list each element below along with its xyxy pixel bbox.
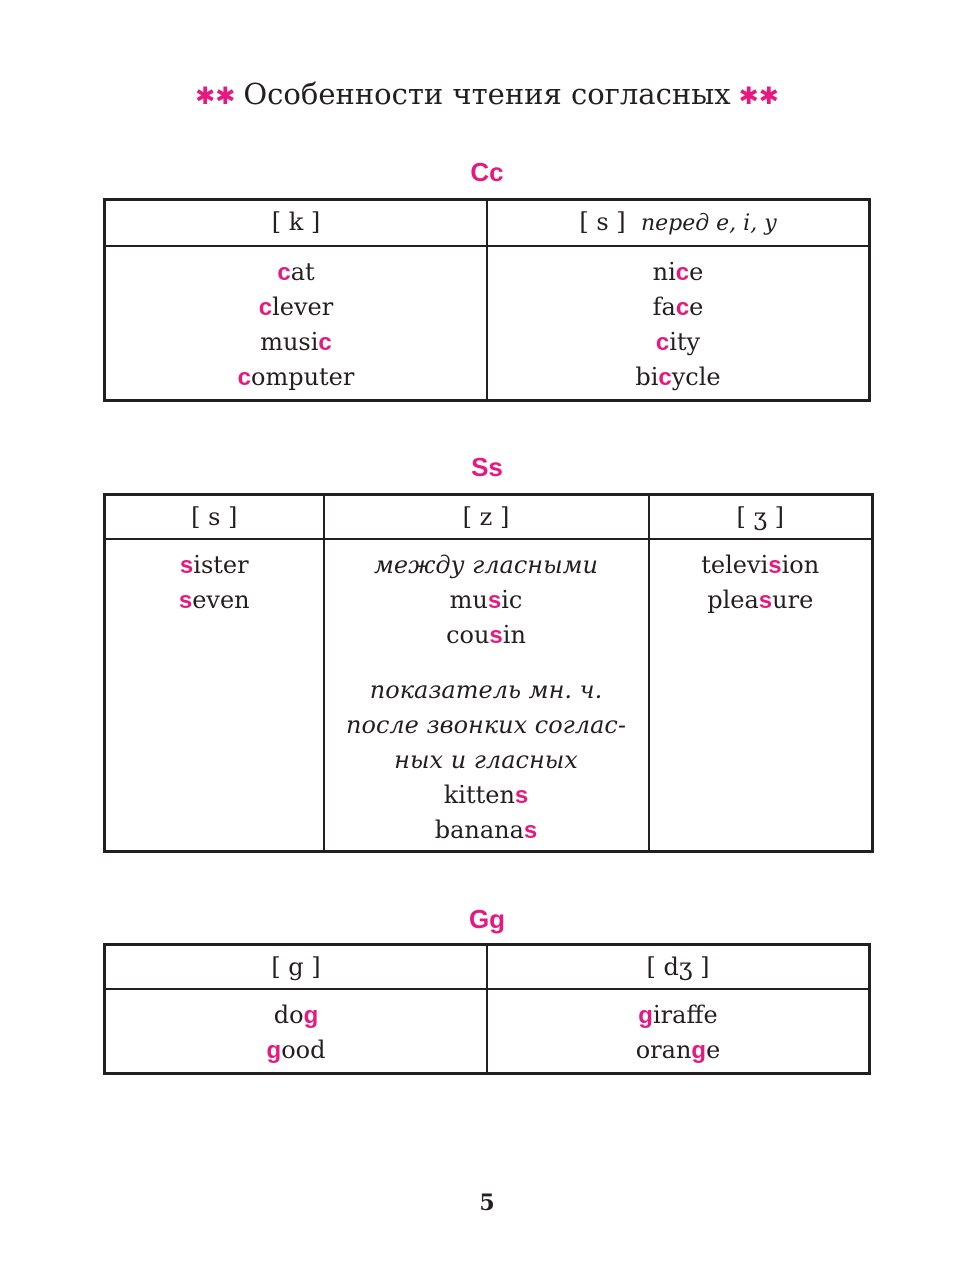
word-example: bananas bbox=[434, 816, 538, 844]
header-s: [ s ] bbox=[105, 495, 324, 540]
note-line: ных и гласных bbox=[394, 746, 578, 774]
word-example: sister bbox=[179, 551, 249, 579]
word-example: giraffe bbox=[638, 1001, 718, 1029]
table-row bbox=[105, 246, 870, 401]
page-title-text: Особенности чтения согласных bbox=[243, 77, 731, 111]
header-s-condition: перед e, i, y bbox=[640, 211, 777, 236]
ss-z-cell bbox=[324, 539, 649, 852]
word-example: pleasure bbox=[707, 586, 814, 614]
ss-z-words-2 bbox=[325, 778, 648, 848]
ss-z-note-plural bbox=[325, 673, 648, 778]
highlighted-letter: c bbox=[658, 364, 672, 391]
table-row bbox=[105, 539, 873, 852]
page-title bbox=[0, 72, 974, 118]
note-line: после звонких соглас- bbox=[346, 711, 626, 739]
highlighted-letter: c bbox=[237, 364, 251, 391]
highlighted-letter: s bbox=[487, 587, 502, 614]
header-g: [ g ] bbox=[105, 945, 488, 990]
ss-zh-words bbox=[649, 539, 873, 852]
table-header-row bbox=[105, 945, 870, 990]
word-example: face bbox=[652, 293, 704, 321]
table-gg bbox=[103, 943, 871, 1075]
highlighted-letter: g bbox=[266, 1037, 282, 1064]
highlighted-letter: g bbox=[638, 1002, 653, 1029]
table-row bbox=[105, 989, 870, 1074]
word-example: cousin bbox=[446, 621, 526, 649]
word-example: nice bbox=[652, 258, 704, 286]
highlighted-letter: c bbox=[675, 259, 690, 286]
stars-right-icon: ✱✱ bbox=[738, 82, 779, 110]
ss-s-words bbox=[105, 539, 324, 852]
header-z: [ z ] bbox=[324, 495, 649, 540]
note-line: показатель мн. ч. bbox=[369, 676, 603, 704]
header-s-label: [ s ] bbox=[579, 208, 626, 236]
cc-k-words bbox=[105, 246, 488, 401]
word-example: computer bbox=[237, 363, 355, 391]
highlighted-letter: g bbox=[303, 1002, 319, 1029]
word-example: music bbox=[260, 328, 332, 356]
word-example: orange bbox=[635, 1036, 721, 1064]
ss-z-words-1 bbox=[325, 583, 648, 653]
header-k-label: [ k ] bbox=[271, 208, 321, 236]
header-s bbox=[487, 200, 870, 247]
highlighted-letter: c bbox=[318, 329, 332, 356]
section-letter-ss: Ss bbox=[471, 452, 503, 482]
highlighted-letter: s bbox=[758, 587, 773, 614]
highlighted-letter: s bbox=[489, 622, 503, 649]
header-k bbox=[105, 200, 488, 247]
table-ss bbox=[103, 493, 874, 853]
table-header-row bbox=[105, 200, 870, 247]
word-example: good bbox=[266, 1036, 326, 1064]
gg-dzh-words bbox=[487, 989, 870, 1074]
header-dzh: [ dʒ ] bbox=[487, 945, 870, 990]
highlighted-letter: c bbox=[277, 259, 291, 286]
word-example: city bbox=[655, 328, 701, 356]
highlighted-letter: c bbox=[258, 294, 273, 321]
table-header-row bbox=[105, 495, 873, 540]
word-example: seven bbox=[178, 586, 250, 614]
highlighted-letter: s bbox=[514, 782, 529, 809]
stars-left-icon: ✱✱ bbox=[195, 82, 236, 110]
header-zh: [ ʒ ] bbox=[649, 495, 873, 540]
ss-z-note-vowels: между гласными bbox=[373, 551, 598, 579]
highlighted-letter: s bbox=[179, 552, 194, 579]
highlighted-letter: c bbox=[655, 329, 670, 356]
section-letter-cc: Cc bbox=[470, 157, 504, 187]
word-example: bicycle bbox=[635, 363, 721, 391]
gg-g-words bbox=[105, 989, 488, 1074]
section-letter-gg: Gg bbox=[468, 904, 506, 934]
word-example: television bbox=[701, 551, 820, 579]
word-example: kittens bbox=[443, 781, 529, 809]
cc-s-words bbox=[487, 246, 870, 401]
word-example: cat bbox=[277, 258, 315, 286]
table-cc bbox=[103, 198, 871, 402]
highlighted-letter: s bbox=[523, 817, 538, 844]
page-number: 5 bbox=[479, 1190, 495, 1216]
highlighted-letter: s bbox=[768, 552, 782, 579]
highlighted-letter: c bbox=[675, 294, 690, 321]
highlighted-letter: g bbox=[691, 1037, 707, 1064]
word-example: music bbox=[449, 586, 523, 614]
highlighted-letter: s bbox=[178, 587, 193, 614]
word-example: clever bbox=[258, 293, 334, 321]
word-example: dog bbox=[273, 1001, 319, 1029]
